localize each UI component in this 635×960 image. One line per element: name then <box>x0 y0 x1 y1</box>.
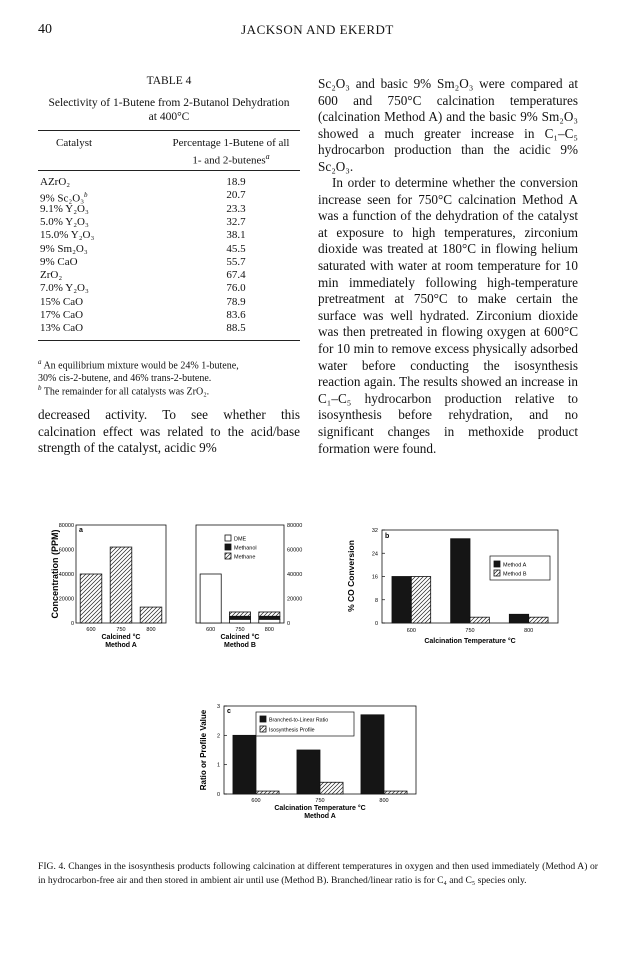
legend-label: DME <box>234 536 247 543</box>
figure-caption: FIG. 4. Changes in the isosynthesis products following calcination at different temperatures in oxygen and then used immediately (Method A) or in hydrocarbon-free air and then stored in ambient air until use (Method B). Branched/linear ratio is for C₄ and C₅ species only. <box>38 861 598 886</box>
x-tick-label: 800 <box>146 627 156 633</box>
panel-label: a <box>79 527 83 534</box>
right-paragraph-1: Sc₂O₃ and basic 9% Sm₂O₃ were compared at 600 and 750°C calcination temperatures (calcination Method A) and the basic 9% Sm₂O₃ showed a much greater increase in C₁–C₅ hydrocarbon production than the acidic 9% Sc₂O₃. <box>318 76 578 174</box>
x-tick-label: 800 <box>264 627 274 633</box>
table-row <box>38 256 300 268</box>
bar <box>229 616 250 619</box>
footnote-a-mark: a <box>38 358 42 366</box>
table-header-footnote-mark: a <box>265 152 270 161</box>
bar <box>259 619 280 623</box>
table-cell-catalyst: 7.0% Y₂O₃ <box>40 282 89 295</box>
bar <box>233 735 256 794</box>
table-cell-catalyst: 15% CaO <box>40 295 84 308</box>
bar <box>297 750 320 794</box>
bar <box>451 539 470 623</box>
x-tick-label: 750 <box>235 627 245 633</box>
bar <box>411 577 430 624</box>
y-tick-label-right: 60000 <box>287 547 303 554</box>
bar <box>80 574 102 623</box>
bar <box>140 607 162 623</box>
table-cell-value: 32.7 <box>226 215 246 228</box>
x-axis-sublabel: Method A <box>304 813 336 820</box>
y-tick-label: 80000 <box>58 523 74 529</box>
table-cell-catalyst: 5.0% Y₂O₃ <box>40 215 89 228</box>
table-row <box>38 176 300 188</box>
table-cell-value: 55.7 <box>226 255 246 268</box>
bar <box>110 547 132 623</box>
legend-swatch <box>494 570 500 576</box>
y-tick-label: 0 <box>216 792 220 798</box>
table-cell-catalyst: 9% CaO <box>40 255 78 268</box>
y-tick-label: 20000 <box>58 596 74 603</box>
table-cell-value: 78.9 <box>226 295 246 308</box>
table-row <box>38 229 300 241</box>
figure-4b-chart <box>340 508 580 686</box>
y-tick-label-right: 40000 <box>287 572 303 578</box>
table-label: TABLE 4 <box>146 75 192 87</box>
bar <box>229 612 250 616</box>
y-tick-label-right: 80000 <box>287 523 303 529</box>
legend-label: Method B <box>503 571 527 578</box>
footnote-a-line2: 30% cis-2-butene, and 46% trans-2-butene. <box>38 372 212 384</box>
y-axis-label: Ratio or Profile Value <box>199 709 208 791</box>
legend-label: Methane <box>234 554 256 561</box>
y-tick-label-right: 0 <box>287 621 291 627</box>
legend-label: Methanol <box>234 545 257 552</box>
table-cell-catalyst: 13% CaO <box>40 322 84 335</box>
bar <box>229 619 250 623</box>
bar <box>509 614 528 623</box>
legend-swatch <box>225 535 231 541</box>
y-tick-label: 32 <box>371 528 378 534</box>
y-tick-label: 60000 <box>58 547 74 554</box>
table-cell-value: 38.1 <box>226 229 246 242</box>
x-tick-label: 600 <box>251 798 261 804</box>
table-row <box>38 189 300 205</box>
y-tick-label: 2 <box>216 733 220 740</box>
bar <box>361 715 384 794</box>
table-cell-catalyst: ZrO₂ <box>40 269 63 282</box>
bar <box>384 791 407 794</box>
page-number: 40 <box>38 22 52 37</box>
y-tick-label: 1 <box>216 762 220 769</box>
table-cell-catalyst: 9% Sc₂O₃$^b$ <box>40 191 88 205</box>
table-footnote-b <box>38 382 300 399</box>
bar <box>259 616 280 619</box>
table-cell-value: 18.9 <box>226 176 246 188</box>
x-axis-label: Calcined °C <box>220 634 260 641</box>
x-tick-label: 600 <box>206 627 216 633</box>
y-tick-label: 40000 <box>58 572 74 578</box>
x-tick-label: 600 <box>406 628 416 634</box>
bar <box>529 617 548 623</box>
x-axis-label: Calcination Temperature °C <box>274 805 366 812</box>
y-tick-label: 0 <box>70 621 74 627</box>
table-row <box>38 269 300 281</box>
bar <box>320 782 343 794</box>
table-row <box>38 296 300 308</box>
table-cell-footnote-mark: b <box>84 191 88 200</box>
table-header-catalyst: Catalyst <box>56 137 93 149</box>
x-tick-label: 750 <box>116 627 126 633</box>
table-row <box>38 216 300 228</box>
table-bottom-rule <box>38 340 300 341</box>
y-axis-label: Concentration (PPM) <box>50 529 60 619</box>
x-tick-label: 750 <box>315 798 325 804</box>
table-caption-line1: Selectivity of 1-Butene from 2-Butanol Dehydration <box>48 97 290 109</box>
legend-label: Method A <box>503 562 527 569</box>
table-row <box>38 282 300 294</box>
x-axis-sublabel: Method A <box>105 642 137 649</box>
table-top-rule <box>38 130 300 131</box>
legend-swatch <box>260 726 266 732</box>
table-header-percentage-line2: 1- and 2-butenes <box>192 154 266 167</box>
table-cell-catalyst: AZrO₂ <box>40 176 71 188</box>
table-row <box>38 243 300 255</box>
table-header-rule <box>38 170 300 171</box>
legend-label: Isosynthesis Profile <box>269 727 315 734</box>
x-axis-sublabel: Method B <box>224 642 256 649</box>
bar <box>259 612 280 616</box>
table-cell-catalyst: 17% CaO <box>40 309 84 321</box>
table-cell-value: 23.3 <box>226 202 246 215</box>
y-tick-label: 0 <box>374 621 378 627</box>
table-cell-catalyst: 15.0% Y₂O₃ <box>40 229 95 242</box>
x-tick-label: 750 <box>465 628 475 634</box>
legend-swatch <box>494 561 500 567</box>
figure-4a-chart <box>48 508 336 686</box>
bar <box>200 574 221 623</box>
bar <box>392 577 411 624</box>
table-cell-catalyst: 9.1% Y₂O₃ <box>40 202 89 215</box>
legend-swatch <box>225 553 231 559</box>
bar <box>470 617 489 623</box>
x-tick-label: 800 <box>524 628 534 634</box>
legend-swatch <box>225 544 231 550</box>
legend-label: Branched-to-Linear Ratio <box>269 717 329 724</box>
table-header-percentage <box>158 137 304 168</box>
y-tick-label-right: 20000 <box>287 596 303 603</box>
footnote-b-text: The remainder for all catalysts was ZrO₂. <box>41 386 210 398</box>
right-paragraph-2: In order to determine whether the conversion increase seen for 750°C calcination Method A was a function of the dehydration of the catalyst at exposure to high temperatures, zirconium dioxide was treated at 180°C in flowing helium saturated with water at room temperature for 10 min immediately following high-temperature pretreatment at 750°C to make certain the surface was well hydrated. Zirconium dioxide was then pretreated in flowing oxygen at 600°C for 10 min to remove excess physically adsorbed water before conducting the isosynthesis reaction again. The results showed an increase in C₁–C₅ hydrocarbon production relative to isosynthesis before rehydration, and no significant changes in methoxide product formation were found. <box>318 175 578 456</box>
table-cell-catalyst: 9% Sm₂O₃ <box>40 242 88 255</box>
table-cell-value: 67.4 <box>226 269 246 282</box>
table-caption-line2: at 400°C <box>148 111 190 123</box>
panel-label: b <box>385 533 390 540</box>
y-tick-label: 24 <box>371 551 378 558</box>
table-row <box>38 309 300 321</box>
panel-label: c <box>227 708 231 715</box>
y-tick-label: 8 <box>374 597 378 604</box>
y-axis-label: % CO Conversion <box>346 540 356 612</box>
figure-4c-chart <box>190 700 440 850</box>
table-footnote-a <box>38 356 300 385</box>
footnote-a-line1: An equilibrium mixture would be 24% 1-butene, <box>41 360 239 372</box>
footnote-b-mark: b <box>38 384 42 392</box>
y-tick-label: 16 <box>371 574 378 581</box>
legend-swatch <box>260 716 266 722</box>
table-row <box>38 203 300 215</box>
x-axis-label: Calcined °C <box>101 634 141 641</box>
running-title: JACKSON AND EKERDT <box>241 22 394 37</box>
table-cell-value: 45.5 <box>226 242 246 255</box>
left-paragraph: decreased activity. To see whether this calcination effect was related to the acid/base strength of the catalyst, acidic 9% <box>38 407 300 456</box>
x-axis-label: Calcination Temperature °C <box>424 638 516 645</box>
x-tick-label: 800 <box>379 798 389 804</box>
table-cell-value: 83.6 <box>226 309 246 321</box>
x-tick-label: 600 <box>86 627 96 633</box>
table-cell-value: 20.7 <box>226 189 246 202</box>
table-cell-value: 76.0 <box>226 282 246 295</box>
y-tick-label: 3 <box>216 704 220 710</box>
table-header-percentage-line1: Percentage 1-Butene of all <box>172 137 290 149</box>
bar <box>256 791 279 794</box>
table-row <box>38 322 300 334</box>
table-cell-value: 88.5 <box>226 322 246 335</box>
